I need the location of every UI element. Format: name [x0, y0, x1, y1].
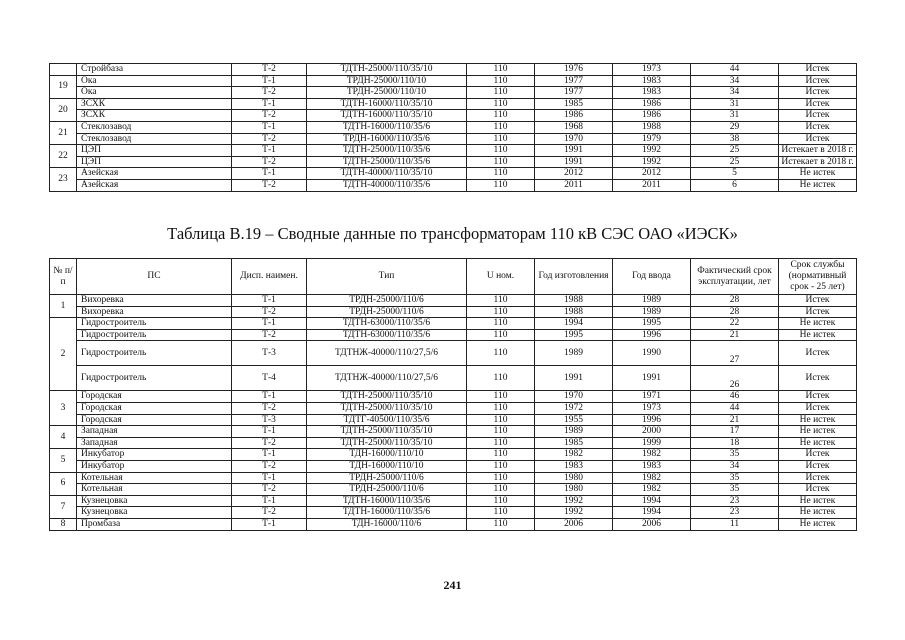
year-made-cell: 2011	[535, 179, 613, 191]
year-in-cell: 1982	[613, 449, 691, 461]
year-made-cell: 1992	[535, 507, 613, 519]
u-cell: 110	[467, 414, 535, 426]
year-made-cell: 1980	[535, 484, 613, 496]
status-cell: Не истек	[779, 318, 857, 330]
header-year-made: Год изготовления	[535, 259, 613, 295]
year-in-cell: 1986	[613, 110, 691, 122]
year-made-cell: 1994	[535, 318, 613, 330]
u-cell: 110	[467, 437, 535, 449]
u-cell: 110	[467, 460, 535, 472]
continued-transformer-table	[49, 63, 857, 192]
age-cell: 35	[691, 484, 779, 496]
u-cell: 110	[467, 341, 535, 366]
status-cell: Не истек	[779, 426, 857, 438]
ps-cell: Азейская	[77, 168, 232, 180]
year-made-cell: 1976	[535, 64, 613, 76]
year-made-cell: 1991	[535, 145, 613, 157]
age-cell: 44	[691, 402, 779, 414]
type-cell: ТДН-16000/110/10	[307, 460, 467, 472]
ps-cell: Стройбаза	[77, 64, 232, 76]
table-row	[50, 306, 857, 318]
type-cell: ТДТН-16000/110/35/6	[307, 507, 467, 519]
year-made-cell: 1968	[535, 121, 613, 133]
u-cell: 110	[467, 484, 535, 496]
age-cell: 25	[691, 156, 779, 168]
u-cell: 110	[467, 156, 535, 168]
year-in-cell: 1982	[613, 472, 691, 484]
status-cell: Истек	[779, 402, 857, 414]
row-number: 2	[50, 318, 77, 391]
page-number: 241	[443, 578, 462, 592]
age-cell: 34	[691, 460, 779, 472]
table-row	[50, 449, 857, 461]
type-cell: ТРДН-25000/110/6	[307, 306, 467, 318]
ps-cell: Гидростроитель	[77, 329, 232, 341]
status-cell: Истек	[779, 75, 857, 87]
status-cell: Не истек	[779, 168, 857, 180]
year-in-cell: 1989	[613, 306, 691, 318]
year-in-cell: 1983	[613, 87, 691, 99]
type-cell: ТДТН-63000/110/35/6	[307, 329, 467, 341]
ps-cell: Гидростроитель	[77, 341, 232, 366]
type-cell: ТРДН-25000/110/6	[307, 484, 467, 496]
age-cell: 23	[691, 495, 779, 507]
table-row	[50, 507, 857, 519]
year-in-cell: 1992	[613, 156, 691, 168]
age-cell: 35	[691, 449, 779, 461]
age-cell: 29	[691, 121, 779, 133]
type-cell: ТДТН-63000/110/35/6	[307, 318, 467, 330]
disp-cell: Т-1	[232, 121, 307, 133]
year-made-cell: 1988	[535, 295, 613, 307]
status-cell: Истекает в 2018 г.	[779, 145, 857, 157]
year-in-cell: 1996	[613, 414, 691, 426]
type-cell: ТДТН-16000/110/35/10	[307, 98, 467, 110]
table-row	[50, 518, 857, 530]
age-cell: 6	[691, 179, 779, 191]
disp-cell: Т-2	[232, 64, 307, 76]
header-type: Тип	[307, 259, 467, 295]
year-in-cell: 1983	[613, 75, 691, 87]
year-in-cell: 2006	[613, 518, 691, 530]
header-ps: ПС	[77, 259, 232, 295]
row-number: 19	[50, 75, 77, 98]
disp-cell: Т-2	[232, 87, 307, 99]
table-row	[50, 64, 857, 76]
age-cell: 34	[691, 87, 779, 99]
ps-cell: Вихоревка	[77, 306, 232, 318]
year-made-cell: 1986	[535, 110, 613, 122]
header-age: Фактический срок эксплуатации, лет	[691, 259, 779, 295]
age-cell: 11	[691, 518, 779, 530]
status-cell: Не истек	[779, 329, 857, 341]
u-cell: 110	[467, 366, 535, 391]
ps-cell: Котельная	[77, 484, 232, 496]
year-made-cell: 1983	[535, 460, 613, 472]
type-cell: ТДТГ-40500/110/35/6	[307, 414, 467, 426]
year-in-cell: 1991	[613, 366, 691, 391]
table-row	[50, 98, 857, 110]
header-year-in: Год ввода	[613, 259, 691, 295]
table-row	[50, 484, 857, 496]
header-status: Срок службы (нормативный срок - 25 лет)	[779, 259, 857, 295]
type-cell: ТРДН-16000/110/35/6	[307, 133, 467, 145]
type-cell: ТДТН-16000/110/35/6	[307, 121, 467, 133]
disp-cell: Т-1	[232, 318, 307, 330]
type-cell: ТДТН-16000/110/35/10	[307, 110, 467, 122]
disp-cell: Т-2	[232, 507, 307, 519]
year-made-cell: 1980	[535, 472, 613, 484]
table-row	[50, 426, 857, 438]
disp-cell: Т-1	[232, 295, 307, 307]
age-cell: 46	[691, 391, 779, 403]
u-cell: 110	[467, 75, 535, 87]
u-cell: 110	[467, 495, 535, 507]
age-cell: 25	[691, 145, 779, 157]
status-cell: Не истек	[779, 437, 857, 449]
u-cell: 110	[467, 121, 535, 133]
type-cell: ТДТН-25000/110/35/10	[307, 437, 467, 449]
ps-cell: Азейская	[77, 179, 232, 191]
year-in-cell: 1990	[613, 341, 691, 366]
status-cell: Истек	[779, 98, 857, 110]
disp-cell: Т-2	[232, 306, 307, 318]
type-cell: ТДТН-25000/110/35/10	[307, 64, 467, 76]
status-cell: Истек	[779, 295, 857, 307]
u-cell: 110	[467, 329, 535, 341]
status-cell: Не истек	[779, 495, 857, 507]
row-number: 20	[50, 98, 77, 121]
year-made-cell: 1989	[535, 341, 613, 366]
table-row	[50, 472, 857, 484]
u-cell: 110	[467, 391, 535, 403]
year-in-cell: 2012	[613, 168, 691, 180]
status-cell: Истек	[779, 306, 857, 318]
status-cell: Истек	[779, 472, 857, 484]
year-made-cell: 1991	[535, 366, 613, 391]
row-number: 4	[50, 426, 77, 449]
row-number: 5	[50, 449, 77, 472]
year-made-cell: 1988	[535, 306, 613, 318]
year-made-cell: 2012	[535, 168, 613, 180]
ps-cell: Вихоревка	[77, 295, 232, 307]
type-cell: ТДТН-40000/110/35/6	[307, 179, 467, 191]
table-row	[50, 110, 857, 122]
year-made-cell: 1992	[535, 495, 613, 507]
row-number: 23	[50, 168, 77, 191]
table-row	[50, 133, 857, 145]
status-cell: Истек	[779, 366, 857, 391]
status-cell: Истек	[779, 64, 857, 76]
status-cell: Истек	[779, 460, 857, 472]
row-number: 7	[50, 495, 77, 518]
type-cell: ТДТНЖ-40000/110/27,5/6	[307, 341, 467, 366]
age-cell: 44	[691, 64, 779, 76]
year-in-cell: 1996	[613, 329, 691, 341]
table-row	[50, 168, 857, 180]
u-cell: 110	[467, 98, 535, 110]
u-cell: 110	[467, 472, 535, 484]
disp-cell: Т-2	[232, 460, 307, 472]
age-cell: 28	[691, 306, 779, 318]
table-row	[50, 460, 857, 472]
disp-cell: Т-1	[232, 168, 307, 180]
disp-cell: Т-2	[232, 484, 307, 496]
type-cell: ТДТНЖ-40000/110/27,5/6	[307, 366, 467, 391]
year-made-cell: 1970	[535, 391, 613, 403]
status-cell: Не истек	[779, 414, 857, 426]
table-row	[50, 121, 857, 133]
ps-cell: Стеклозавод	[77, 121, 232, 133]
year-in-cell: 1988	[613, 121, 691, 133]
disp-cell: Т-2	[232, 156, 307, 168]
disp-cell: Т-3	[232, 414, 307, 426]
table-row	[50, 495, 857, 507]
status-cell: Истек	[779, 133, 857, 145]
ps-cell: Котельная	[77, 472, 232, 484]
year-in-cell: 1983	[613, 460, 691, 472]
ps-cell: ЗСХК	[77, 110, 232, 122]
year-in-cell: 1971	[613, 391, 691, 403]
disp-cell: Т-1	[232, 518, 307, 530]
year-made-cell: 1989	[535, 426, 613, 438]
u-cell: 110	[467, 449, 535, 461]
type-cell: ТРДН-25000/110/6	[307, 295, 467, 307]
header-u: U ном.	[467, 259, 535, 295]
year-in-cell: 1992	[613, 145, 691, 157]
ps-cell: Кузнецовка	[77, 495, 232, 507]
type-cell: ТДТН-25000/110/35/10	[307, 426, 467, 438]
u-cell: 110	[467, 318, 535, 330]
age-cell: 35	[691, 472, 779, 484]
disp-cell: Т-1	[232, 449, 307, 461]
year-made-cell: 1982	[535, 449, 613, 461]
ps-cell: ЦЭП	[77, 156, 232, 168]
age-cell: 22	[691, 318, 779, 330]
ps-cell: Инкубатор	[77, 460, 232, 472]
age-cell: 26	[691, 366, 779, 391]
table-row	[50, 145, 857, 157]
status-cell: Не истек	[779, 507, 857, 519]
ps-cell: Ока	[77, 87, 232, 99]
disp-cell: Т-2	[232, 110, 307, 122]
type-cell: ТДТН-25000/110/35/10	[307, 391, 467, 403]
transformer-summary-table	[49, 258, 857, 531]
u-cell: 110	[467, 145, 535, 157]
row-number: 22	[50, 145, 77, 168]
table-row	[50, 156, 857, 168]
ps-cell: ЦЭП	[77, 145, 232, 157]
table-row	[50, 329, 857, 341]
age-cell: 38	[691, 133, 779, 145]
year-made-cell: 1985	[535, 98, 613, 110]
type-cell: ТДН-16000/110/10	[307, 449, 467, 461]
disp-cell: Т-2	[232, 329, 307, 341]
year-in-cell: 1995	[613, 318, 691, 330]
table-row	[50, 87, 857, 99]
year-made-cell: 1972	[535, 402, 613, 414]
age-cell: 34	[691, 75, 779, 87]
table-row	[50, 318, 857, 330]
ps-cell: Инкубатор	[77, 449, 232, 461]
type-cell: ТРДН-25000/110/10	[307, 75, 467, 87]
ps-cell: Стеклозавод	[77, 133, 232, 145]
age-cell: 31	[691, 110, 779, 122]
status-cell: Истек	[779, 341, 857, 366]
u-cell: 110	[467, 306, 535, 318]
u-cell: 110	[467, 110, 535, 122]
year-made-cell: 1995	[535, 329, 613, 341]
status-cell: Истек	[779, 87, 857, 99]
year-in-cell: 1994	[613, 495, 691, 507]
year-in-cell: 1994	[613, 507, 691, 519]
u-cell: 110	[467, 87, 535, 99]
age-cell: 5	[691, 168, 779, 180]
row-number	[50, 64, 77, 76]
row-number: 21	[50, 121, 77, 144]
table-row	[50, 402, 857, 414]
type-cell: ТДТН-25000/110/35/6	[307, 156, 467, 168]
row-number: 1	[50, 295, 77, 318]
age-cell: 21	[691, 329, 779, 341]
u-cell: 110	[467, 295, 535, 307]
age-cell: 21	[691, 414, 779, 426]
ps-cell: Западная	[77, 437, 232, 449]
ps-cell: Городская	[77, 402, 232, 414]
table-row	[50, 341, 857, 366]
status-cell: Истек	[779, 484, 857, 496]
disp-cell: Т-1	[232, 145, 307, 157]
type-cell: ТДТН-40000/110/35/10	[307, 168, 467, 180]
year-made-cell: 1991	[535, 156, 613, 168]
disp-cell: Т-2	[232, 402, 307, 414]
disp-cell: Т-3	[232, 341, 307, 366]
year-made-cell: 1970	[535, 133, 613, 145]
year-made-cell: 1955	[535, 414, 613, 426]
disp-cell: Т-1	[232, 98, 307, 110]
row-number: 8	[50, 518, 77, 530]
status-cell: Истек	[779, 391, 857, 403]
u-cell: 110	[467, 64, 535, 76]
age-cell: 23	[691, 507, 779, 519]
table-row	[50, 366, 857, 391]
year-in-cell: 1979	[613, 133, 691, 145]
ps-cell: ЗСХК	[77, 98, 232, 110]
ps-cell: Городская	[77, 391, 232, 403]
year-made-cell: 1985	[535, 437, 613, 449]
disp-cell: Т-1	[232, 472, 307, 484]
year-in-cell: 1989	[613, 295, 691, 307]
type-cell: ТДТН-16000/110/35/6	[307, 495, 467, 507]
ps-cell: Гидростроитель	[77, 318, 232, 330]
ps-cell: Кузнецовка	[77, 507, 232, 519]
table-row	[50, 414, 857, 426]
table-row	[50, 437, 857, 449]
disp-cell: Т-4	[232, 366, 307, 391]
status-cell: Истек	[779, 121, 857, 133]
year-in-cell: 2011	[613, 179, 691, 191]
disp-cell: Т-2	[232, 133, 307, 145]
disp-cell: Т-1	[232, 391, 307, 403]
type-cell: ТДТН-25000/110/35/6	[307, 145, 467, 157]
year-in-cell: 1973	[613, 402, 691, 414]
ps-cell: Западная	[77, 426, 232, 438]
status-cell: Истек	[779, 449, 857, 461]
table-row	[50, 179, 857, 191]
type-cell: ТРДН-25000/110/6	[307, 472, 467, 484]
u-cell: 110	[467, 507, 535, 519]
row-number: 6	[50, 472, 77, 495]
table-row	[50, 391, 857, 403]
type-cell: ТРДН-25000/110/10	[307, 87, 467, 99]
status-cell: Истекает в 2018 г.	[779, 156, 857, 168]
ps-cell: Ока	[77, 75, 232, 87]
header-disp: Дисп. наимен.	[232, 259, 307, 295]
disp-cell: Т-1	[232, 495, 307, 507]
disp-cell: Т-2	[232, 437, 307, 449]
status-cell: Не истек	[779, 179, 857, 191]
ps-cell: Гидростроитель	[77, 366, 232, 391]
year-made-cell: 1977	[535, 87, 613, 99]
year-in-cell: 2000	[613, 426, 691, 438]
u-cell: 110	[467, 402, 535, 414]
header-row	[50, 259, 857, 295]
age-cell: 18	[691, 437, 779, 449]
disp-cell: Т-2	[232, 179, 307, 191]
u-cell: 110	[467, 133, 535, 145]
row-number: 3	[50, 391, 77, 426]
age-cell: 17	[691, 426, 779, 438]
year-in-cell: 1986	[613, 98, 691, 110]
status-cell: Истек	[779, 110, 857, 122]
year-in-cell: 1973	[613, 64, 691, 76]
u-cell: 110	[467, 179, 535, 191]
table-row	[50, 295, 857, 307]
age-cell: 31	[691, 98, 779, 110]
disp-cell: Т-1	[232, 426, 307, 438]
year-made-cell: 1977	[535, 75, 613, 87]
status-cell: Не истек	[779, 518, 857, 530]
disp-cell: Т-1	[232, 75, 307, 87]
table-caption: Таблица В.19 – Сводные данные по трансформаторам 110 кВ СЭС ОАО «ИЭСК»	[167, 224, 738, 243]
u-cell: 110	[467, 426, 535, 438]
age-cell: 28	[691, 295, 779, 307]
header-number: № п/п	[50, 259, 77, 295]
age-cell: 27	[691, 341, 779, 366]
ps-cell: Промбаза	[77, 518, 232, 530]
type-cell: ТДТН-25000/110/35/10	[307, 402, 467, 414]
u-cell: 110	[467, 518, 535, 530]
year-made-cell: 2006	[535, 518, 613, 530]
ps-cell: Городская	[77, 414, 232, 426]
type-cell: ТДН-16000/110/6	[307, 518, 467, 530]
u-cell: 110	[467, 168, 535, 180]
year-in-cell: 1999	[613, 437, 691, 449]
table-row	[50, 75, 857, 87]
year-in-cell: 1982	[613, 484, 691, 496]
